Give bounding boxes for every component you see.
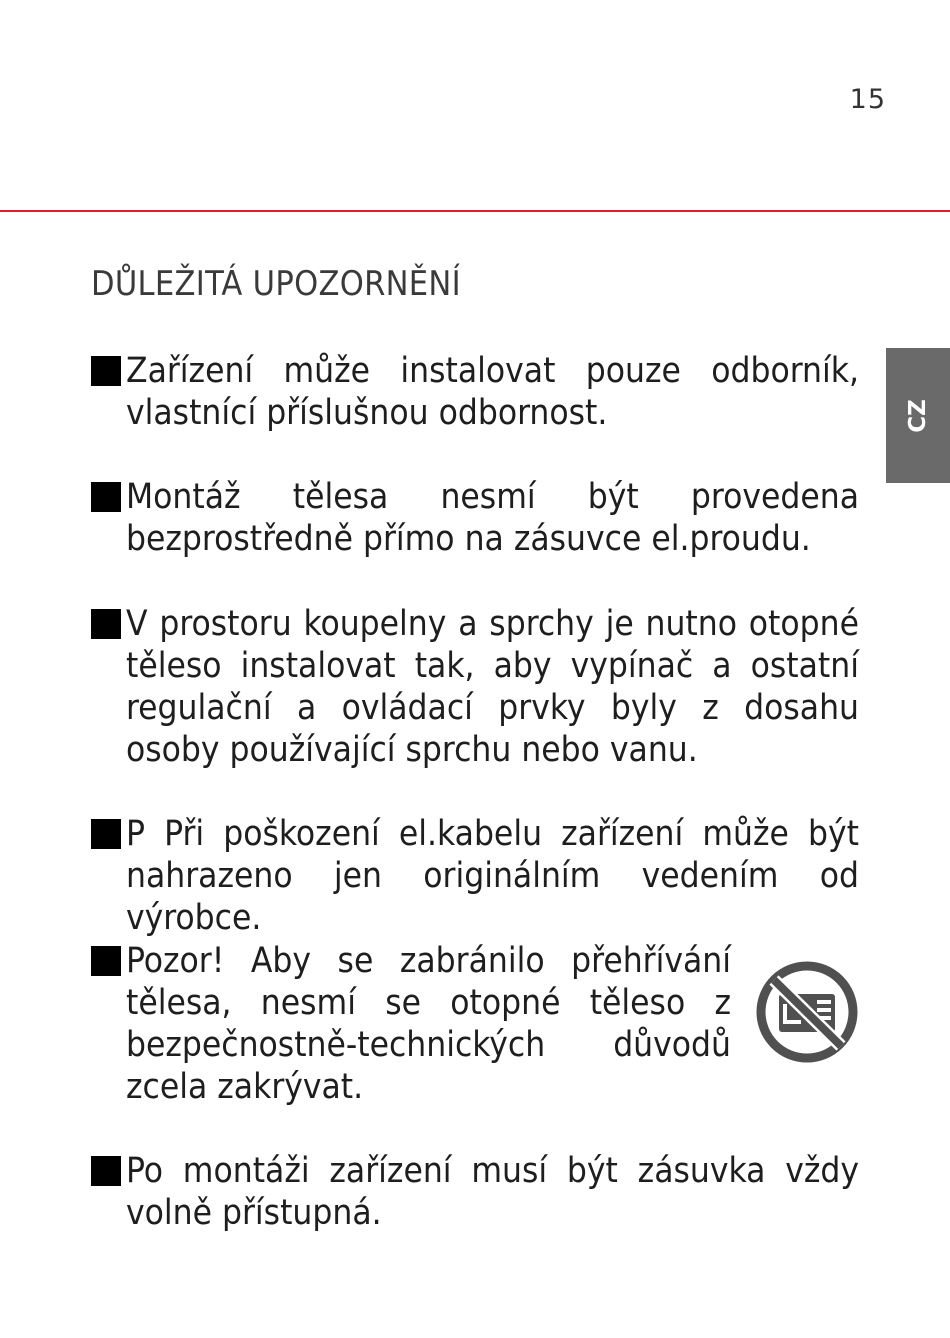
list-item: [91, 1150, 859, 1234]
square-bullet-icon: [91, 813, 126, 939]
square-bullet-icon: [91, 940, 126, 1108]
list-item: [91, 603, 859, 771]
list-item-text: Pozor! Aby se zabránilo přehřívání tělesa, nesmí se otopné těleso z bezpečnostně-technických důvodů zcela zakrývat.: [126, 941, 731, 1107]
list-item: [91, 813, 859, 939]
language-tab-label: CZ: [905, 398, 931, 433]
list-item: [91, 940, 859, 1108]
list-item: [91, 350, 859, 434]
square-bullet-icon: [91, 1150, 126, 1234]
page-number: 15: [849, 84, 886, 115]
page-title: DŮLEŽITÁ UPOZORNĚNÍ: [91, 264, 461, 304]
list-item-text: Po montáži zařízení musí být zásuvka vždy volně přístupná.: [126, 1151, 859, 1233]
language-tab: [886, 348, 950, 483]
do-not-cover-icon: [755, 960, 859, 1064]
list-item: [91, 476, 859, 560]
list-item-text: Zařízení může instalovat pouze odborník, vlastnící příslušnou odbornost.: [126, 351, 859, 433]
list-item-text: V prostoru koupelny a sprchy je nutno otopné těleso instalovat tak, aby vypínač a ostatní regulační a ovládací prvky byly z dosahu osoby používající sprchu nebo vanu.: [126, 604, 859, 770]
square-bullet-icon: [91, 476, 126, 560]
square-bullet-icon: [91, 603, 126, 771]
list-item-text: Montáž tělesa nesmí být provedena bezprostředně přímo na zásuvce el.proudu.: [126, 477, 859, 559]
square-bullet-icon: [91, 350, 126, 434]
list-item-text: P Při poškození el.kabelu zařízení může být nahrazeno jen originálním vedením od výrobce.: [126, 814, 859, 938]
header-rule: [0, 210, 950, 212]
